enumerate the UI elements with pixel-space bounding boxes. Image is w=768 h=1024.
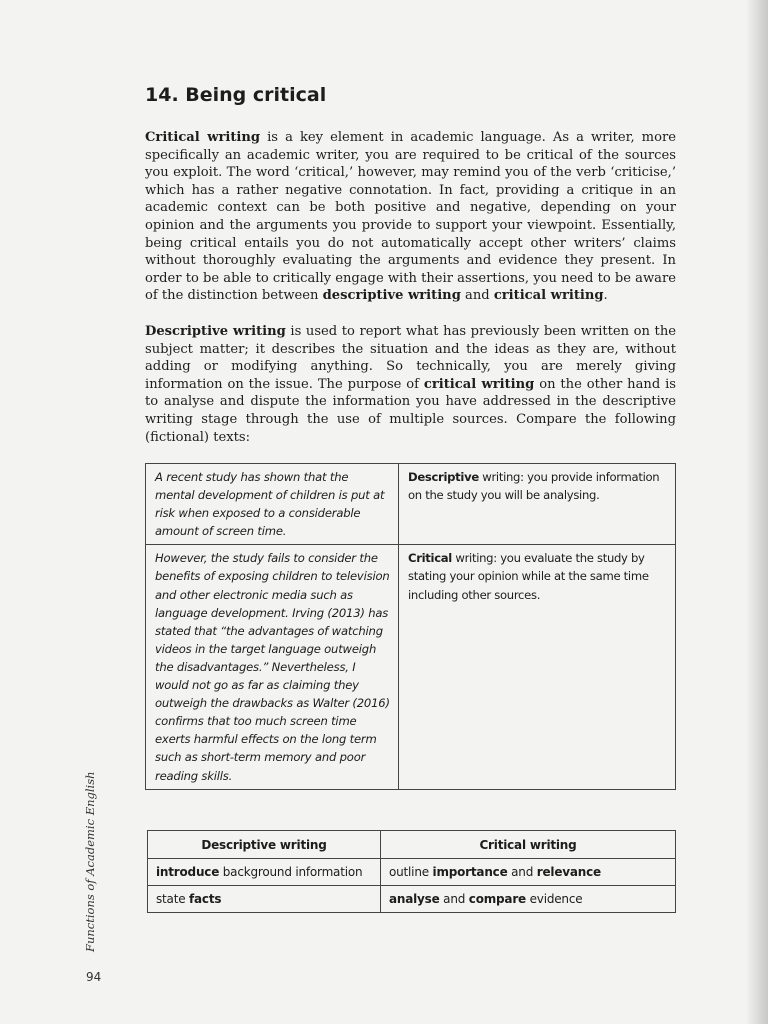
cell-text: and: [439, 892, 469, 906]
cell-keyword: facts: [189, 892, 222, 906]
table-row: [146, 545, 676, 789]
paragraph-text: .: [603, 288, 608, 304]
cell-text: state: [156, 892, 190, 906]
paragraph-text: is a key element in academic language. As a writer, more specifically an academic writer, you are required to be critical of the sources you exploit. The word ‘critical,’ however, may remind you of the verb ‘criticise,’ which has a rather negative connotation. In fact, providing a critique in an academic context can be both positive and negative, depending on your opinion and the arguments you provide to support your viewpoint. Essentially, being critical entails you do not automatically accept other writers’ claims without thoroughly evaluating the arguments and evidence they present. In order to be able to critically engage with their assertions, you need to be aware of the distinction between: [145, 130, 677, 304]
table-cell: [148, 886, 381, 913]
table-row: [146, 464, 676, 545]
cell-text: outline: [389, 865, 433, 879]
term-critical-writing: critical writing: [423, 376, 535, 392]
book-title-running-head: Functions of Academic English: [83, 771, 97, 952]
cell-keyword: relevance: [536, 865, 601, 879]
cell-keyword: compare: [468, 892, 526, 906]
column-header: Descriptive writing: [148, 831, 381, 859]
paragraph-text: is used to report what has previously been written on the subject matter; it describes the situation and the ideas as they are, without adding or modifying anything. So technically, you are merely giving information on the issue. The purpose of: [145, 324, 677, 392]
cell-keyword: analyse: [389, 892, 440, 906]
explanation-label: Descriptive: [408, 470, 479, 484]
term-critical-writing: critical writing: [493, 288, 604, 304]
paragraph-text: on the other hand is to analyse and dispute the information you have addressed in the descriptive writing stage through the use of multiple sources. Compare the following (fictional) texts:: [145, 376, 677, 445]
table-cell: [381, 859, 676, 886]
example-table: [145, 463, 676, 790]
page-edge-shadow: [746, 0, 768, 1024]
explanation-text: writing: you evaluate the study by stating your opinion while at the same time including other sources.: [408, 551, 649, 602]
page-number: 94: [86, 970, 102, 984]
cell-text: and: [507, 865, 537, 879]
section-heading: 14. Being critical: [145, 84, 327, 106]
explanation-label: Critical: [408, 551, 452, 566]
cell-text: background information: [219, 865, 363, 879]
paragraph-text: and: [460, 288, 494, 304]
term-descriptive-writing: Descriptive writing: [145, 324, 286, 339]
explanation-cell: [399, 464, 676, 545]
term-descriptive-writing: descriptive writing: [322, 288, 461, 304]
term-critical-writing: Critical writing: [145, 130, 261, 145]
example-text-cell: A recent study has shown that the mental development of children is put at risk when exposed to a considerable amount of screen time.: [146, 464, 399, 545]
table-cell: [381, 886, 676, 913]
cell-text: evidence: [526, 892, 583, 906]
table-header-row: [148, 831, 676, 859]
explanation-cell: [399, 545, 676, 789]
explanation-text: writing: you provide information on the study you will be analysing.: [408, 470, 660, 503]
table-row: [148, 886, 676, 913]
intro-paragraph: [145, 129, 676, 305]
cell-keyword: introduce: [156, 865, 220, 879]
table-cell: [148, 859, 381, 886]
comparison-table: [147, 830, 676, 913]
descriptive-paragraph: [145, 323, 676, 446]
example-text-cell: However, the study fails to consider the benefits of exposing children to television and other electronic media such as language development. Irving (2013) has stated that “the advantages of watching videos in the target language outweigh the disadvantages.” Nevertheless, I would not go as far as claiming they outweigh the drawbacks as Walter (2016) confirms that too much screen time exerts harmful effects on the long term such as short-term memory and poor reading skills.: [146, 545, 399, 789]
table-row: [148, 859, 676, 886]
cell-keyword: importance: [432, 865, 508, 879]
column-header: Critical writing: [381, 831, 676, 859]
